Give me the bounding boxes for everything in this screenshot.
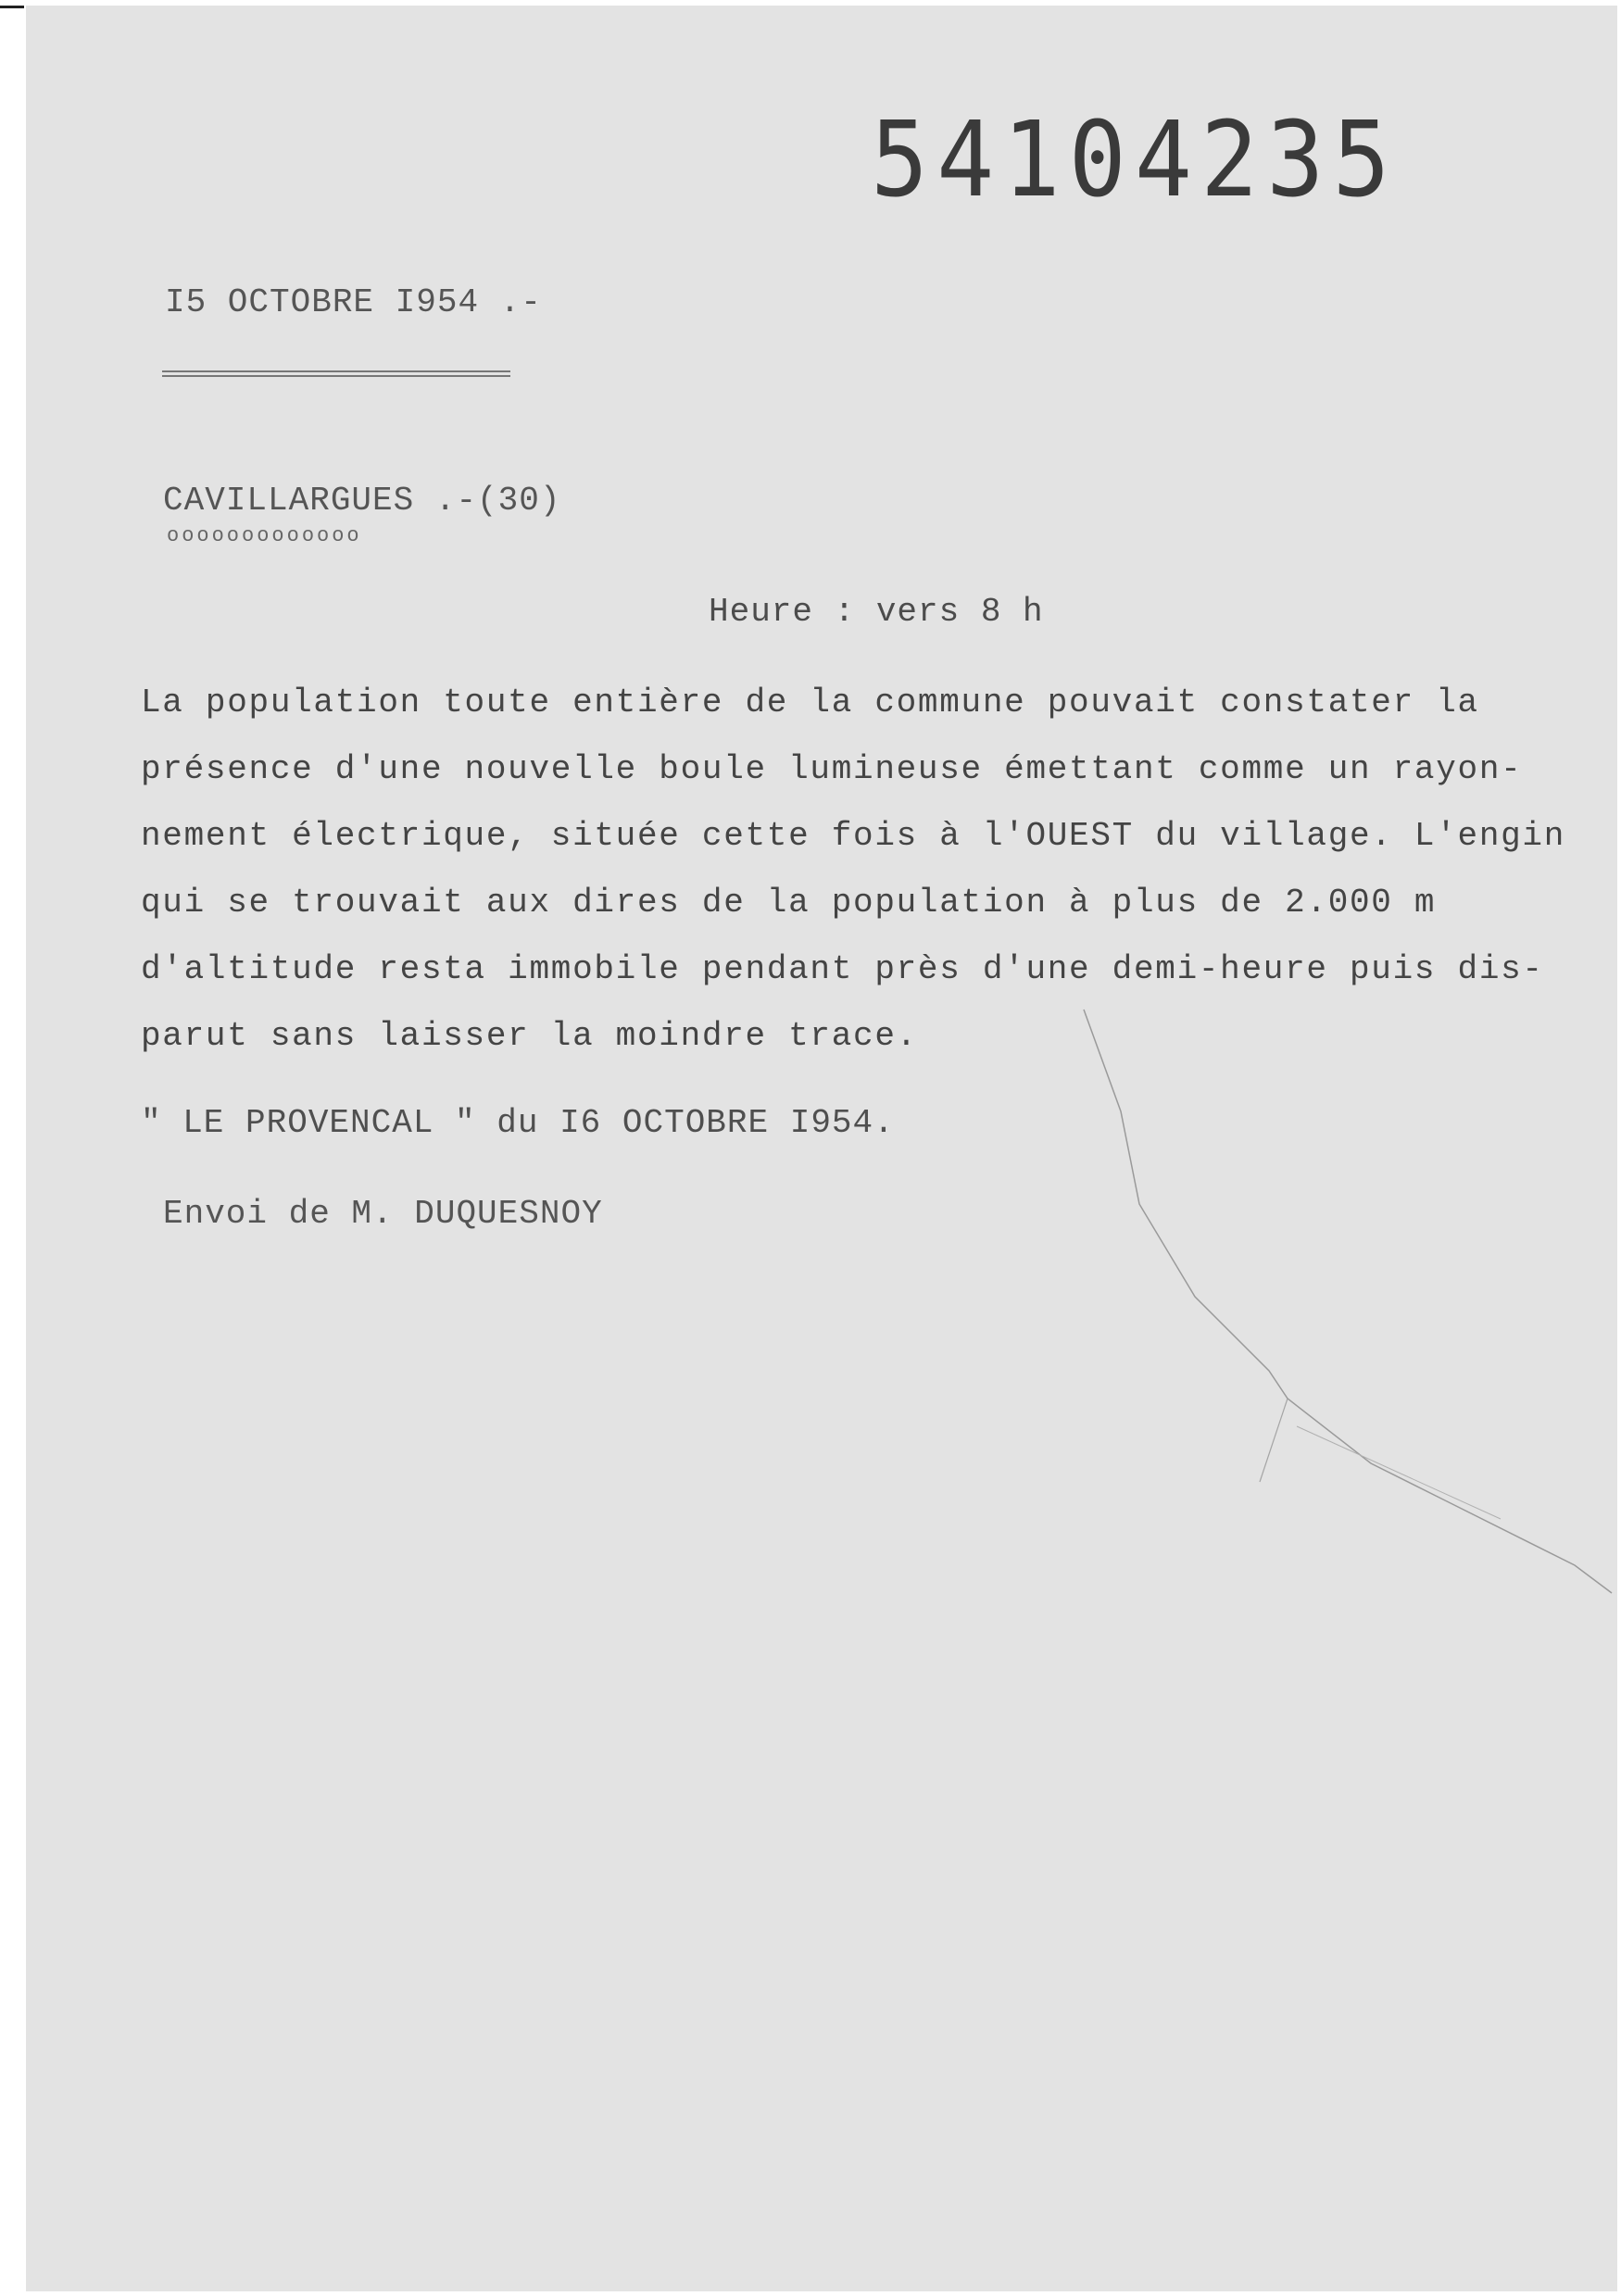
place-heading: CAVILLARGUES .-(30)	[163, 482, 561, 520]
body-line-5: d'altitude resta immobile pendant près d'une demi-heure puis dis-	[141, 950, 1544, 988]
body-line-3: nement électrique, située cette fois à l'OUEST du village. L'engin	[141, 817, 1566, 855]
document-date: I5 OCTOBRE I954 .-	[165, 283, 542, 321]
body-line-2: présence d'une nouvelle boule lumineuse émettant comme un rayon-	[141, 750, 1523, 788]
body-line-6: parut sans laisser la moindre trace.	[141, 1017, 918, 1055]
sender-line: Envoi de M. DUQUESNOY	[163, 1195, 603, 1233]
crease-main	[1084, 1010, 1612, 1593]
body-line-1: La population toute entière de la commune pouvait constater la	[141, 684, 1479, 721]
body-line-4: qui se trouvait aux dires de la population à plus de 2.000 m	[141, 884, 1437, 922]
crease-branch	[1260, 1399, 1288, 1482]
place-underline-circles: ooooooooooooo	[167, 524, 362, 547]
newspaper-source: " LE PROVENCAL " du I6 OCTOBRE I954.	[141, 1104, 895, 1142]
time-line: Heure : vers 8 h	[709, 593, 1044, 631]
reference-number-stamp: 54104235	[871, 100, 1399, 220]
crease-branch-2	[1297, 1426, 1501, 1519]
